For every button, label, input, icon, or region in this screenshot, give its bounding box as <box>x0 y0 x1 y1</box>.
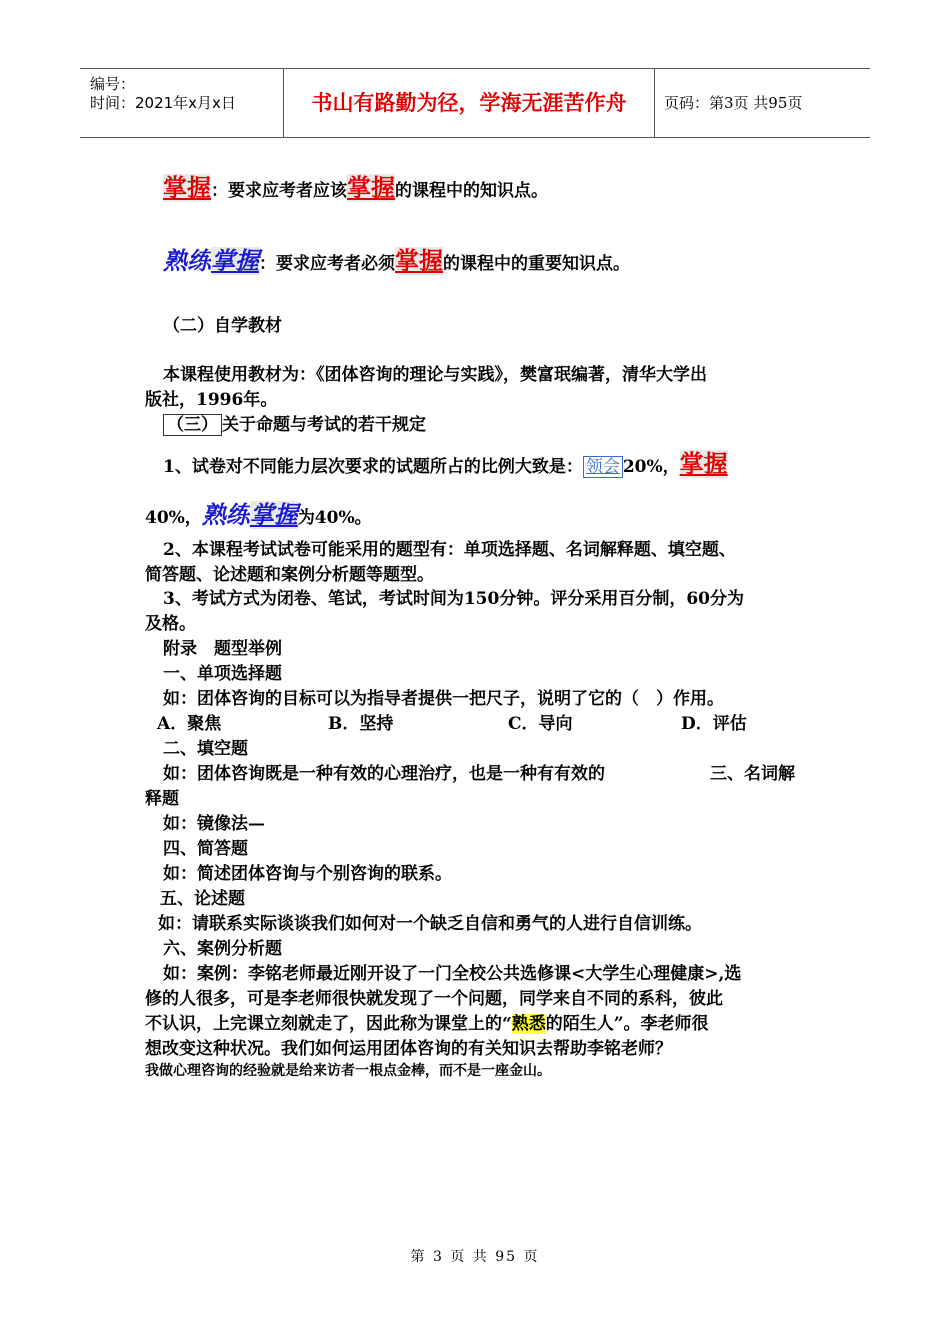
section2-title: （二）自学教材 <box>163 316 282 336</box>
section3-title: （三） 关于命题与考试的若干规定 <box>163 410 426 435</box>
q6-line1: 如：案例：李铭老师最近刚开设了一门全校公共选修课<大学生心理健康>,选 <box>163 964 742 984</box>
q6-line4: 想改变这种状况。我们如何运用团体咨询的有关知识去帮助李铭老师？ <box>145 1039 672 1059</box>
keyword-zhangwo-4: 掌握 <box>679 450 728 478</box>
quote: 我做心理咨询的经验就是给来访者一根点金棒，而不是一座金山。 <box>145 1063 551 1079</box>
q4-title: 四、简答题 <box>163 839 248 859</box>
def-zhangwo: 掌握：要求应考者应该掌握的课程中的知识点。 <box>163 174 548 202</box>
q6-line2: 修的人很多，可是李老师很快就发现了一个问题，同学来自不同的系科，彼此 <box>145 989 723 1009</box>
header-table <box>80 68 870 138</box>
section3-number: （三） <box>163 414 222 436</box>
q1-option-d: D．评估 <box>681 714 747 734</box>
time-label: 时间：2021年x月x日 <box>90 94 236 112</box>
highlight-shuxi: 熟悉 <box>511 1014 546 1034</box>
q3-title-cont: 释题 <box>145 789 179 809</box>
q6-title: 六、案例分析题 <box>163 939 282 959</box>
q5-text: 如：请联系实际谈谈我们如何对一个缺乏自信和勇气的人进行自信训练。 <box>158 914 702 934</box>
section2-line2: 版社，1996年。 <box>145 390 278 410</box>
q1-option-b: B．坚持 <box>328 714 394 734</box>
appendix-title: 附录 题型举例 <box>163 639 282 659</box>
keyword-linghui: 领会 <box>583 456 623 478</box>
q1-text: 如：团体咨询的目标可以为指导者提供一把尺子，说明了它的（ ）作用。 <box>163 689 724 709</box>
q3-title: 三、名词解 <box>710 764 795 784</box>
section3-item2-line2: 简答题、论述题和案例分析题等题型。 <box>145 565 434 585</box>
number-label: 编号： <box>90 75 136 93</box>
q1-option-a: A．聚焦 <box>157 714 222 734</box>
keyword-shulian-zhangwo: 熟练掌握 <box>163 247 259 275</box>
def-shulian-zhangwo: 熟练掌握：要求应考者必须掌握的课程中的重要知识点。 <box>163 247 630 275</box>
section3-item3-line2: 及格。 <box>145 614 196 634</box>
section3-item1-line2: 40%，熟练掌握为40%。 <box>145 501 372 529</box>
q4-text: 如：简述团体咨询与个别咨询的联系。 <box>163 864 452 884</box>
section3-item3-line1: 3、考试方式为闭卷、笔试，考试时间为150分钟。评分采用百分制，60分为 <box>163 589 744 609</box>
q6-line3: 不认识，上完课立刻就走了，因此称为课堂上的“熟悉的陌生人”。李老师很 <box>145 1014 709 1034</box>
keyword-shulian-zhangwo-2: 熟练掌握 <box>201 501 298 529</box>
keyword-zhangwo-2: 掌握 <box>347 174 395 202</box>
section2-line1: 本课程使用教材为：《团体咨询的理论与实践》，樊富珉编著，清华大学出 <box>163 365 707 385</box>
page-info: 页码：第3页 共95页 <box>664 94 803 112</box>
q3-text: 如：镜像法— <box>163 814 265 834</box>
q2-title: 二、填空题 <box>163 739 248 759</box>
q1-title: 一、单项选择题 <box>163 664 282 684</box>
section3-item1-line1: 1、试卷对不同能力层次要求的试题所占的比例大致是： 领会 20%，掌握 <box>163 450 728 478</box>
keyword-zhangwo: 掌握 <box>163 174 211 202</box>
q5-title: 五、论述题 <box>160 889 245 909</box>
section3-item2-line1: 2、本课程考试试卷可能采用的题型有：单项选择题、名词解释题、填空题、 <box>163 540 736 560</box>
page-footer: 第 3 页 共 95 页 <box>410 1249 540 1265</box>
header-info-cell <box>80 69 284 137</box>
keyword-zhangwo-3: 掌握 <box>395 247 443 275</box>
q1-option-c: C．导向 <box>508 714 573 734</box>
motto: 书山有路勤为径，学海无涯苦作舟 <box>284 69 655 137</box>
q2-text: 如：团体咨询既是一种有效的心理治疗，也是一种有有效的 <box>163 764 605 784</box>
